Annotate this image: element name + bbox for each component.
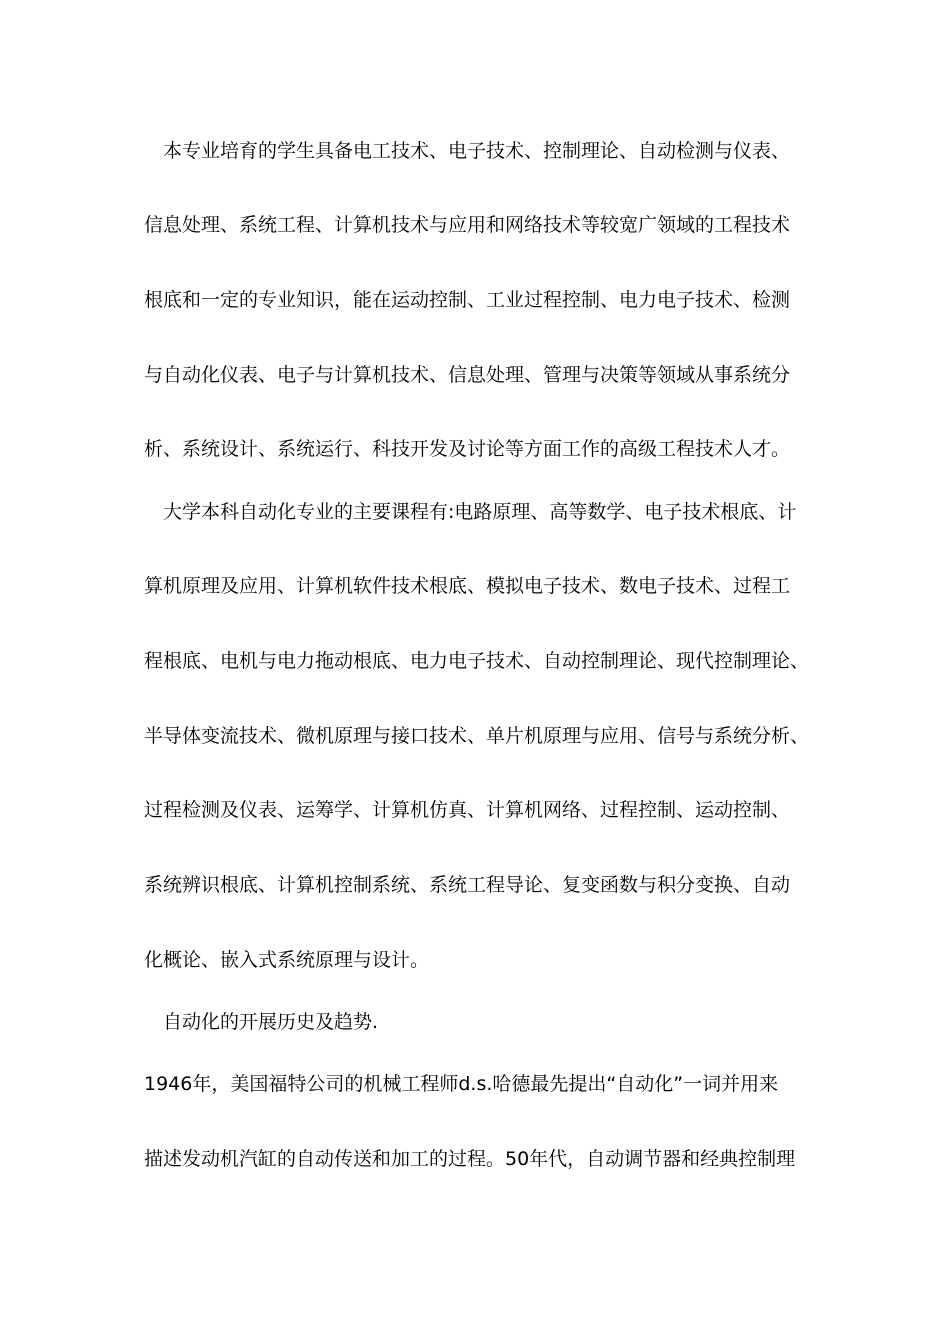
paragraph-2-line-3: 程根底、电机与电力拖动根底、电力电子技术、自动控制理论、现代控制理论、	[144, 650, 810, 672]
paragraph-1-line-4: 与自动化仪表、电子与计算机技术、信息处理、管理与决策等领域从事系统分	[144, 364, 791, 386]
paragraph-2-line-4: 半导体变流技术、微机原理与接口技术、单片机原理与应用、信号与系统分析、	[144, 725, 810, 747]
paragraph-2-line-2: 算机原理及应用、计算机软件技术根底、模拟电子技术、数电子技术、过程工	[144, 575, 791, 597]
paragraph-1-line-2: 信息处理、系统工程、计算机技术与应用和网络技术等较宽广领域的工程技术	[144, 214, 791, 236]
paragraph-2-line-1: 大学本科自动化专业的主要课程有:电路原理、高等数学、电子技术根底、计	[163, 501, 797, 523]
paragraph-3-line-2: 描述发动机汽缸的自动传送和加工的过程。50年代，自动调节器和经典控制理	[144, 1148, 796, 1170]
paragraph-2-line-7: 化概论、嵌入式系统原理与设计。	[144, 949, 430, 971]
paragraph-2-line-5: 过程检测及仪表、运筹学、计算机仿真、计算机网络、过程控制、运动控制、	[144, 799, 791, 821]
paragraph-3-line-1: 1946年，美国福特公司的机械工程师d.s.哈德最先提出“自动化”一词并用来	[144, 1073, 779, 1095]
section-heading: 自动化的开展历史及趋势.	[163, 1011, 379, 1033]
paragraph-1-line-3: 根底和一定的专业知识，能在运动控制、工业过程控制、电力电子技术、检测	[144, 289, 791, 311]
paragraph-1-line-5: 析、系统设计、系统运行、科技开发及讨论等方面工作的高级工程技术人才。	[144, 438, 791, 460]
paragraph-2-line-6: 系统辨识根底、计算机控制系统、系统工程导论、复变函数与积分变换、自动	[144, 874, 791, 896]
paragraph-1-line-1: 本专业培育的学生具备电工技术、电子技术、控制理论、自动检测与仪表、	[163, 140, 791, 162]
